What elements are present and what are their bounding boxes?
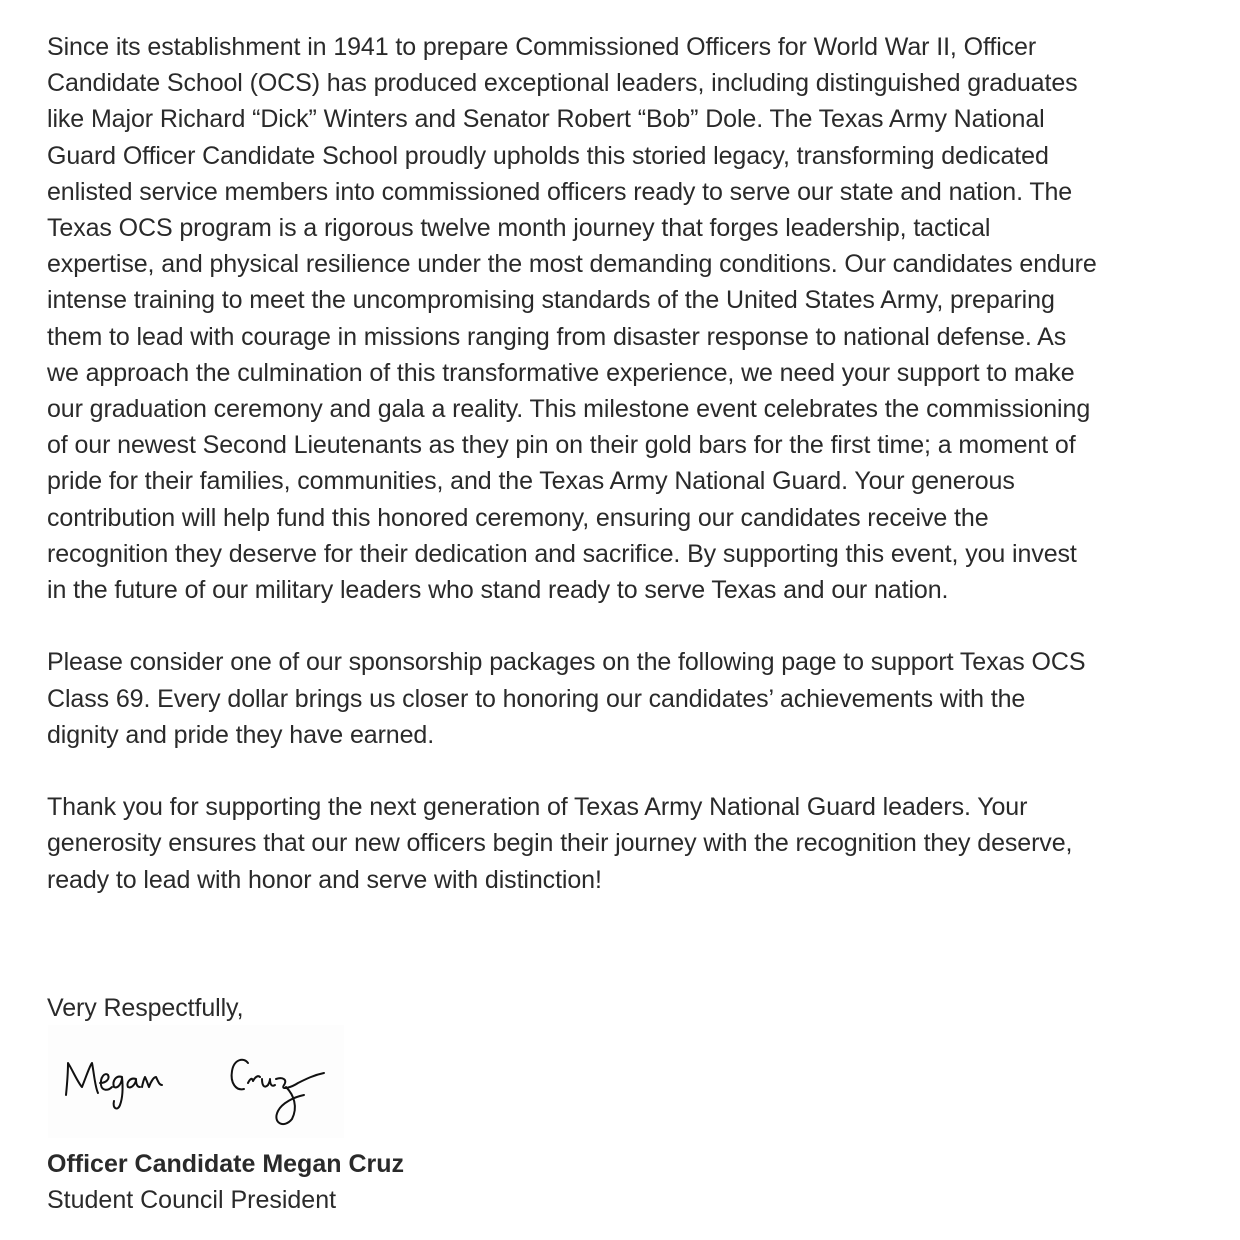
text-line: Class 69. Every dollar brings us closer to honoring our candidates’ achievements with the xyxy=(47,684,1026,713)
signer-block xyxy=(47,1146,404,1218)
text-line: Candidate School (OCS) has produced exceptional leaders, including distinguished graduates xyxy=(47,69,1078,98)
paragraph-history xyxy=(47,29,1227,608)
paragraph-sponsorship xyxy=(47,644,1227,753)
text-line: Thank you for supporting the next generation of Texas Army National Guard leaders. Your xyxy=(47,793,1028,822)
closing-text: Very Respectfully, xyxy=(47,994,244,1022)
text-line: in the future of our military leaders who stand ready to serve Texas and our nation. xyxy=(47,576,949,605)
signer-title: Student Council President xyxy=(47,1186,337,1214)
text-line: intense training to meet the uncompromising standards of the United States Army, preparing xyxy=(47,286,1055,315)
text-line: Since its establishment in 1941 to prepare Commissioned Officers for World War II, Officer xyxy=(47,33,1037,61)
text-line: expertise, and physical resilience under the most demanding conditions. Our candidates endure xyxy=(47,250,1097,279)
closing-salutation xyxy=(47,990,243,1026)
paragraph-spacer xyxy=(47,753,1227,789)
text-line: Guard Officer Candidate School proudly upholds this storied legacy, transforming dedicated xyxy=(47,141,1049,170)
paragraph-thanks xyxy=(47,789,1227,898)
text-line: pride for their families, communities, and the Texas Army National Guard. Your generous xyxy=(47,467,1015,496)
text-line: of our newest Second Lieutenants as they pin on their gold bars for the first time; a moment of xyxy=(47,431,1076,460)
text-line: dignity and pride they have earned. xyxy=(47,720,435,749)
text-line: ready to lead with honor and serve with distinction! xyxy=(47,865,602,894)
text-line: our graduation ceremony and gala a reality. This milestone event celebrates the commissioning xyxy=(47,395,1091,424)
text-line: like Major Richard “Dick” Winters and Senator Robert “Bob” Dole. The Texas Army National xyxy=(47,105,1045,134)
signature-icon xyxy=(48,1025,344,1138)
signer-name: Officer Candidate Megan Cruz xyxy=(47,1150,404,1178)
text-line: Please consider one of our sponsorship packages on the following page to support Texas OCS xyxy=(47,648,1086,677)
text-line: Texas OCS program is a rigorous twelve month journey that forges leadership, tactical xyxy=(47,214,991,243)
text-line: enlisted service members into commissioned officers ready to serve our state and nation. The xyxy=(47,177,1073,206)
text-line: generosity ensures that our new officers begin their journey with the recognition they deserve, xyxy=(47,829,1073,858)
letter-body xyxy=(47,29,1227,898)
paragraph-spacer xyxy=(47,608,1227,644)
text-line: them to lead with courage in missions ranging from disaster response to national defense. As xyxy=(47,322,1067,351)
text-line: recognition they deserve for their dedication and sacrifice. By supporting this event, you invest xyxy=(47,539,1077,568)
text-line: contribution will help fund this honored ceremony, ensuring our candidates receive the xyxy=(47,503,989,532)
text-line: we approach the culmination of this transformative experience, we need your support to make xyxy=(47,358,1075,387)
handwritten-signature-icon xyxy=(48,1025,344,1138)
